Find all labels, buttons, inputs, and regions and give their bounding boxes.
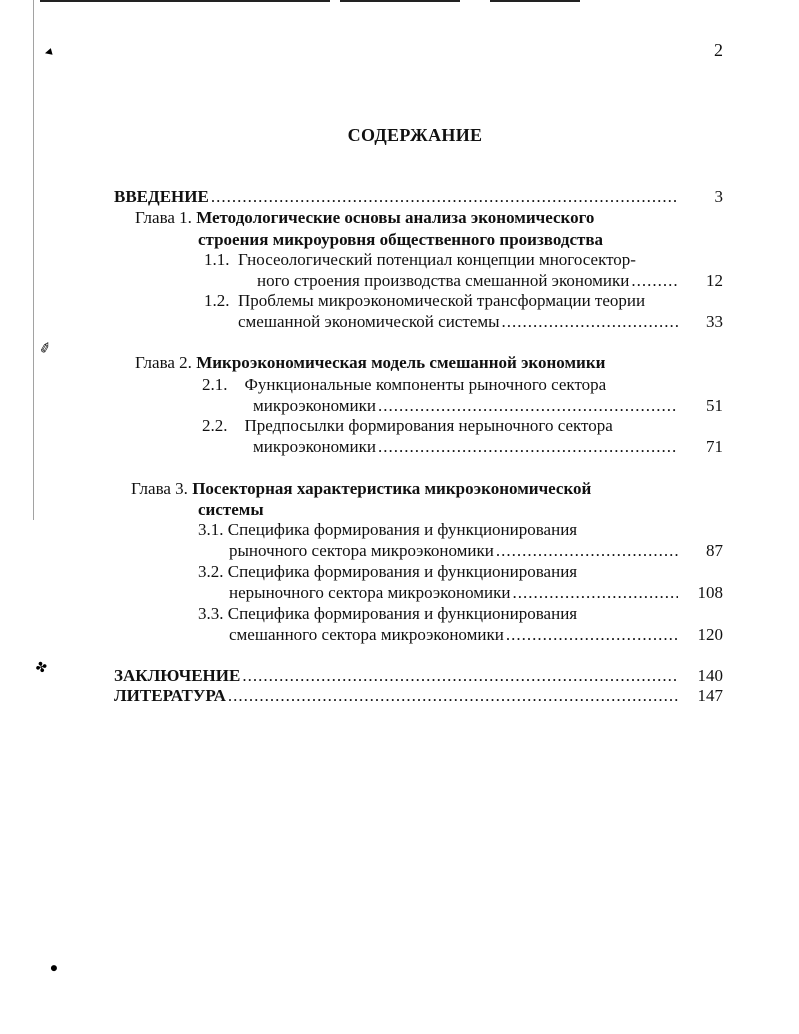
section-title: Проблемы микроэкономической трансформации теории [238,291,646,310]
section-number: 1.1. [204,250,230,269]
section-title-cont: нерыночного сектора микроэкономики [229,583,511,602]
toc-section-3-3-line2 [229,624,678,646]
section-number: 1.2. [204,291,230,310]
toc-entry-intro[interactable] [114,186,678,208]
toc-chapter-2[interactable] [135,352,605,374]
chapter-title: Методологические основы анализа экономического [196,208,595,227]
scan-speck-mark: ● [48,960,61,977]
scan-edge-top [0,0,799,2]
section-number: 3.1. [198,520,224,539]
toc-chapter-3-line2 [198,499,264,521]
section-title: Специфика формирования и функционирования [227,562,578,581]
toc-section-page: 51 [706,396,723,415]
section-number: 3.3. [198,604,224,623]
section-number: 2.2. [202,416,228,435]
toc-section-3-2-line2 [229,582,678,604]
section-title: Специфика формирования и функционирования [227,604,578,623]
leader-dots [242,665,678,687]
page-number: 2 [714,40,723,60]
toc-conclusion-label: ЗАКЛЮЧЕНИЕ [114,666,241,685]
section-title-cont: смешанной экономической системы [238,312,500,331]
leader-dots [513,582,678,604]
leader-dots [502,311,679,333]
toc-chapter-1-line2 [198,229,603,251]
leader-dots [228,685,678,707]
toc-chapter-1[interactable] [135,207,594,229]
chapter-title: Посекторная характеристика микроэкономической [192,479,592,498]
section-title: Функциональные компоненты рыночного сектора [244,375,607,394]
section-title: Гносеологический потенциал концепции многосектор- [238,250,636,269]
toc-section-2-1[interactable] [202,374,606,396]
toc-literature-page: 147 [697,686,723,705]
toc-section-3-1[interactable] [198,519,577,541]
leader-dots [631,270,678,292]
toc-section-2-2[interactable] [202,415,613,437]
toc-entry-literature[interactable] [114,685,678,707]
chapter-prefix: Глава 3. [131,479,188,498]
section-title-cont: смешанного сектора микроэкономики [229,625,504,644]
toc-section-3-1-line2 [229,540,678,562]
toc-section-2-1-line2 [253,395,678,417]
scan-speck-mark: ✤ [34,659,50,678]
toc-section-page: 87 [706,541,723,560]
toc-section-page: 33 [706,312,723,331]
toc-section-1-1-line2 [257,270,678,292]
toc-intro-page: 3 [714,187,723,206]
toc-literature-label: ЛИТЕРАТУРА [114,686,226,705]
toc-section-1-1[interactable] [204,249,636,271]
toc-conclusion-page: 140 [697,666,723,685]
toc-section-page: 120 [697,625,723,644]
chapter-title: Микроэкономическая модель смешанной экономики [196,353,606,372]
scan-edge-left [33,0,34,520]
page-title: СОДЕРЖАНИЕ [347,125,483,145]
section-number: 3.2. [198,562,224,581]
toc-entry-conclusion[interactable] [114,665,678,687]
leader-dots [506,624,678,646]
chapter-title-cont: системы [198,500,264,519]
scan-speck-mark: ✐ [38,340,54,359]
section-title-cont: ного строения производства смешанной экономики [257,271,630,290]
toc-section-page: 108 [697,583,723,602]
section-title: Специфика формирования и функционирования [227,520,578,539]
toc-intro-label: ВВЕДЕНИЕ [114,187,209,206]
toc-chapter-3[interactable] [131,478,591,500]
toc-section-3-2[interactable] [198,561,577,583]
toc-section-2-2-line2 [253,436,678,458]
chapter-prefix: Глава 1. [135,208,192,227]
leader-dots [378,395,678,417]
chapter-prefix: Глава 2. [135,353,192,372]
leader-dots [378,436,678,458]
leader-dots [211,186,678,208]
leader-dots [496,540,678,562]
toc-section-1-2-line2 [238,311,678,333]
toc-section-3-3[interactable] [198,603,577,625]
toc-section-page: 71 [706,437,723,456]
section-title-cont: микроэкономики [253,396,377,415]
toc-section-page: 12 [706,271,723,290]
section-title: Предпосылки формирования нерыночного сектора [244,416,613,435]
section-title-cont: рыночного сектора микроэкономики [229,541,494,560]
scan-speck-mark: ◂ [43,44,54,61]
chapter-title-cont: строения микроуровня общественного производства [198,230,604,249]
toc-section-1-2[interactable] [204,290,645,312]
section-title-cont: микроэкономики [253,437,377,456]
section-number: 2.1. [202,375,228,394]
